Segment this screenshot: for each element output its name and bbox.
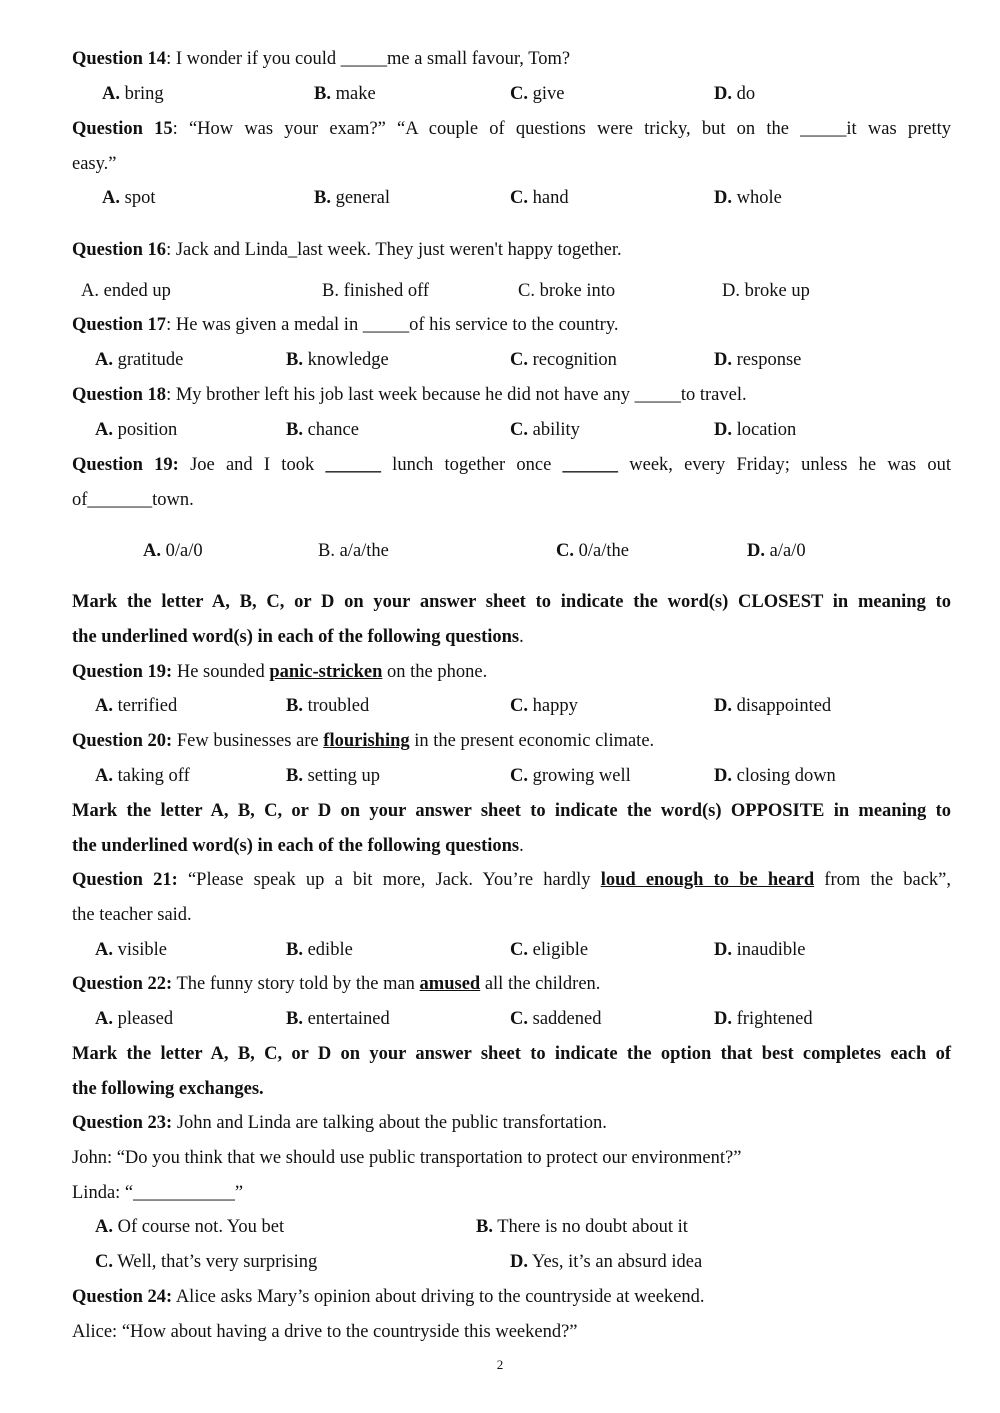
- question-label: Question 18: [72, 385, 167, 405]
- option-d[interactable]: D. whole: [714, 188, 782, 208]
- option-d[interactable]: D. location: [714, 420, 797, 440]
- question-label: Question 14: [72, 49, 167, 69]
- dialogue-alice: Alice: “How about having a drive to the countryside this weekend?”: [72, 1322, 578, 1342]
- instruction-exchanges: Mark the letter A, B, C, or D on your answer sheet to indicate the option that best completes each of: [72, 1044, 951, 1064]
- question-label: Question 17: [72, 315, 167, 335]
- instruction-exchanges-continued: the following exchanges.: [72, 1079, 264, 1099]
- question-label: Question 19:: [72, 455, 179, 475]
- question-21: Question 21: “Please speak up a bit more, Jack. You’re hardly loud enough to be heard from the back”,: [72, 870, 951, 890]
- option-b[interactable]: B. edible: [286, 940, 353, 960]
- question-15-continued: easy.”: [72, 154, 117, 174]
- underlined-word: panic-stricken: [269, 662, 383, 682]
- question-label: Question 21:: [72, 870, 178, 890]
- question-22: Question 22: The funny story told by the man amused all the children.: [72, 974, 601, 994]
- question-text: “How was your exam?” “A couple of questions were tricky, but on the _____it was pretty: [188, 119, 951, 139]
- option-d[interactable]: D. inaudible: [714, 940, 806, 960]
- question-23: [72, 1112, 951, 1134]
- question-21-continued: the teacher said.: [72, 905, 192, 925]
- question-label: Question 22:: [72, 974, 173, 994]
- question-19a-continued: of_______town.: [72, 490, 194, 510]
- option-b[interactable]: B. chance: [286, 420, 359, 440]
- question-19b: Question 19: He sounded panic-stricken on the phone.: [72, 662, 488, 682]
- option-b[interactable]: B. a/a/the: [318, 541, 389, 561]
- option-b[interactable]: B. There is no doubt about it: [476, 1217, 688, 1237]
- option-d[interactable]: D. a/a/0: [747, 541, 806, 561]
- option-b[interactable]: B. general: [314, 188, 391, 208]
- option-b[interactable]: B. troubled: [286, 696, 370, 716]
- option-b[interactable]: B. make: [314, 84, 376, 104]
- option-d[interactable]: D. response: [714, 350, 802, 370]
- option-c[interactable]: C. saddened: [510, 1009, 602, 1029]
- question-label: Question 19:: [72, 662, 173, 682]
- instruction-closest-continued: the underlined word(s) in each of the following questions.: [72, 627, 524, 647]
- underlined-word: loud enough to be heard: [600, 870, 815, 890]
- instruction-closest: Mark the letter A, B, C, or D on your answer sheet to indicate the word(s) CLOSEST in meaning to: [72, 592, 951, 612]
- question-label: Question 24:: [72, 1287, 173, 1307]
- option-c[interactable]: C. happy: [510, 696, 578, 716]
- question-20: Question 20: Few businesses are flourishing in the present economic climate.: [72, 731, 655, 751]
- option-d[interactable]: D. broke up: [722, 281, 810, 301]
- option-c[interactable]: C. hand: [510, 188, 569, 208]
- option-a[interactable]: A. gratitude: [95, 350, 184, 370]
- option-a[interactable]: A. position: [95, 420, 178, 440]
- option-c[interactable]: C. recognition: [510, 350, 617, 370]
- option-c[interactable]: C. eligible: [510, 940, 589, 960]
- option-b[interactable]: B. setting up: [286, 766, 381, 786]
- question-19a: Question 19: Joe and I took ______ lunch together once ______ week, every Friday; unless he was out: [72, 455, 951, 475]
- option-c[interactable]: C. give: [510, 84, 565, 104]
- option-c[interactable]: C. Well, that’s very surprising: [95, 1252, 318, 1272]
- instruction-opposite-continued: the underlined word(s) in each of the following questions.: [72, 836, 524, 856]
- option-a[interactable]: A. bring: [102, 84, 164, 104]
- option-c[interactable]: C. ability: [510, 420, 580, 440]
- option-a[interactable]: A. visible: [95, 940, 167, 960]
- option-b[interactable]: B. finished off: [322, 281, 430, 301]
- question-label: Question 20:: [72, 731, 173, 751]
- question-text: He was given a medal in _____of his service to the country.: [175, 315, 619, 335]
- option-c[interactable]: C. growing well: [510, 766, 631, 786]
- question-text: I wonder if you could _____me a small favour, Tom?: [175, 49, 571, 69]
- option-d[interactable]: D. disappointed: [714, 696, 832, 716]
- question-text: John and Linda are talking about the public transfortation.: [172, 1113, 607, 1133]
- option-a[interactable]: A. Of course not. You bet: [95, 1217, 285, 1237]
- instruction-opposite: Mark the letter A, B, C, or D on your answer sheet to indicate the word(s) OPPOSITE in meaning to: [72, 801, 951, 821]
- option-b[interactable]: B. entertained: [286, 1009, 390, 1029]
- underlined-word: flourishing: [323, 731, 410, 751]
- option-d[interactable]: D. closing down: [714, 766, 836, 786]
- option-a[interactable]: A. 0/a/0: [143, 541, 203, 561]
- question-18: Question 18: My brother left his job last week because he did not have any _____to travel.: [72, 385, 747, 405]
- option-d[interactable]: D. do: [714, 84, 756, 104]
- dialogue-linda: Linda: “___________”: [72, 1183, 244, 1203]
- option-d[interactable]: D. frightened: [714, 1009, 813, 1029]
- question-label: Question 16: [72, 240, 167, 260]
- page-number: 2: [496, 1357, 504, 1372]
- question-14: Question 14: I wonder if you could _____me a small favour, Tom?: [72, 49, 571, 69]
- question-17: Question 17: He was given a medal in _____of his service to the country.: [72, 315, 619, 335]
- option-c[interactable]: C. broke into: [518, 281, 616, 301]
- question-15: Question 15: “How was your exam?” “A couple of questions were tricky, but on the _____it was pretty: [72, 119, 951, 139]
- blank: ______: [325, 455, 381, 475]
- option-c[interactable]: C. 0/a/the: [556, 541, 629, 561]
- question-text: My brother left his job last week because he did not have any _____to travel.: [175, 385, 747, 405]
- question-text: Alice asks Mary’s opinion about driving to the countryside at weekend.: [172, 1287, 705, 1307]
- option-a[interactable]: A. spot: [102, 188, 156, 208]
- question-label: Question 23:: [72, 1113, 173, 1133]
- option-a[interactable]: A. ended up: [81, 281, 171, 301]
- option-a[interactable]: A. taking off: [95, 766, 190, 786]
- question-16: Question 16: Jack and Linda_last week. They just weren't happy together.: [72, 240, 622, 260]
- question-24: [72, 1286, 951, 1308]
- option-b[interactable]: B. knowledge: [286, 350, 389, 370]
- option-d[interactable]: D. Yes, it’s an absurd idea: [510, 1252, 703, 1272]
- question-label: Question 15: [72, 119, 173, 139]
- dialogue-john: John: “Do you think that we should use public transportation to protect our environment?”: [72, 1148, 742, 1168]
- underlined-word: amused: [419, 974, 481, 994]
- blank: ______: [562, 455, 619, 475]
- question-text: Jack and Linda_last week. They just weren't happy together.: [175, 240, 622, 260]
- option-a[interactable]: A. pleased: [95, 1009, 174, 1029]
- option-a[interactable]: A. terrified: [95, 696, 178, 716]
